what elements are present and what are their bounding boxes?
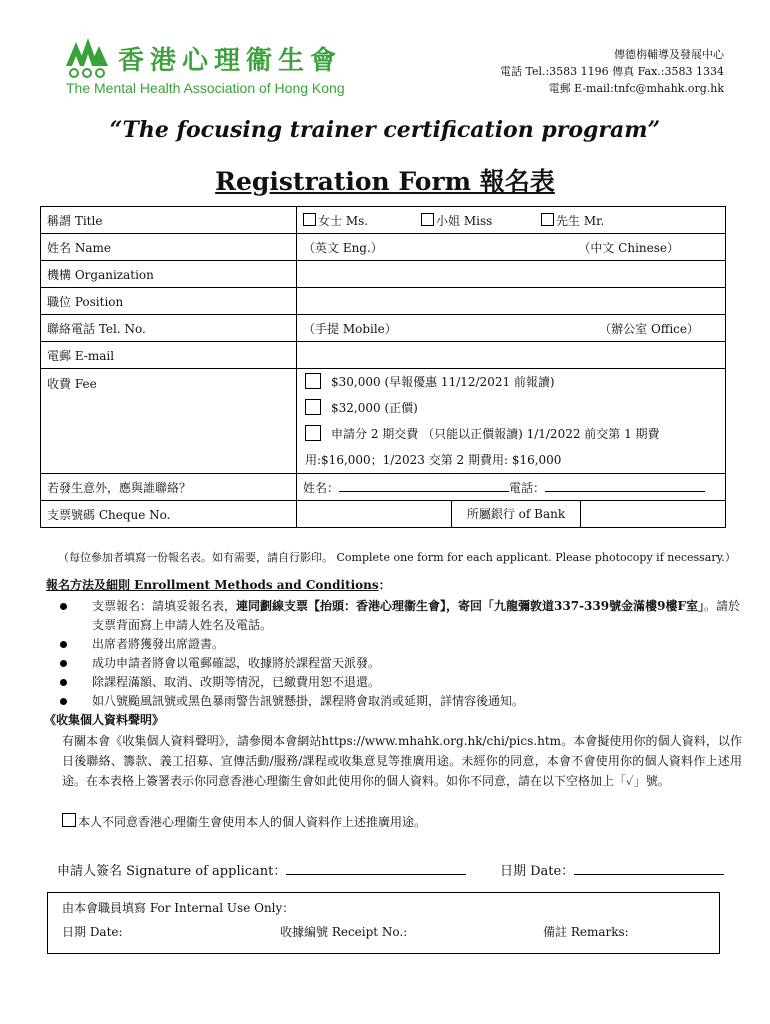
internal-receipt: 收據編號 Receipt No.: (280, 925, 408, 939)
internal-remarks: 備註 Remarks: (543, 925, 629, 939)
date-row (500, 860, 724, 879)
email-field[interactable] (297, 342, 726, 369)
date-label: 日期 Date： (500, 864, 575, 879)
tel-office-hint: （辦公室 Office） (599, 321, 699, 336)
signature-label: 申請人簽名 Signature of applicant： (57, 864, 287, 879)
emergency-name-label: 姓名： (303, 480, 340, 495)
registration-table (40, 206, 726, 528)
enroll-b1-bold: 連同劃線支票【抬頭：香港心理衞生會】，寄回「九龍彌敦道337-339號金滿樓9樓F室」 (236, 599, 704, 613)
disagree-row (62, 813, 426, 830)
date-field[interactable] (574, 862, 724, 875)
miss-checkbox[interactable] (421, 213, 434, 226)
program-title: “The focusing trainer certification program” (109, 117, 661, 143)
mr-checkbox[interactable] (541, 213, 554, 226)
tel-label: 聯絡電話 Tel. No. (41, 315, 297, 342)
bullet-icon (60, 641, 67, 648)
enroll-b1-prefix: 支票報名：請填妥報名表， (92, 599, 237, 613)
enroll-b3: 成功申請者將會以電郵確認，收據將於課程當天派發。 (92, 656, 381, 670)
internal-use-title: 由本會職員填寫 For Internal Use Only： (62, 901, 295, 915)
org-logo (64, 36, 374, 98)
privacy-title: 《收集個人資料聲明》 (44, 713, 165, 727)
name-eng-hint: （英文 Eng.） (303, 240, 383, 255)
table-row (41, 315, 726, 342)
cheque-number-field[interactable] (297, 501, 452, 527)
enrollment-title (46, 576, 391, 593)
table-row (41, 501, 726, 528)
tel-mobile-hint: （手提 Mobile） (303, 321, 397, 336)
photocopy-note: （每位參加者填寫一份報名表。如有需要，請自行影印。 Complete one form for each applicant. Please photocopy if necessary.） (58, 551, 736, 564)
signature-row (57, 860, 466, 879)
disagree-text: 本人不同意香港心理衞生會使用本人的個人資料作上述推廣用途。 (78, 815, 427, 829)
org-name-chinese: 香港心理衞生會 (118, 46, 343, 76)
emergency-phone-label: 電話： (509, 480, 546, 495)
list-item (60, 692, 750, 711)
position-field[interactable] (297, 288, 726, 315)
fee-early: $30,000 (早報優惠 11/12/2021 前報讀) (331, 375, 555, 389)
cheque-row (297, 501, 726, 528)
department-name: 傳德栴輔導及發展中心 (614, 48, 724, 61)
organization-field[interactable] (297, 261, 726, 288)
title-ms: 女士 Ms. (318, 213, 369, 228)
association-logo-icon (64, 36, 110, 80)
title-label: 稱謂 Title (41, 207, 297, 234)
fee-installment-checkbox[interactable] (305, 425, 321, 441)
fee-installment: 申請分 2 期交費 （只能以正價報讀) 1/1/2022 前交第 1 期費 (331, 427, 660, 441)
tel-field[interactable] (297, 315, 726, 342)
title-options (297, 207, 726, 234)
ms-checkbox[interactable] (303, 213, 316, 226)
disagree-checkbox[interactable] (62, 813, 76, 827)
bullet-icon (60, 603, 67, 610)
name-label: 姓名 Name (41, 234, 297, 261)
name-field[interactable] (297, 234, 726, 261)
fee-regular: $32,000 (正價) (331, 401, 418, 415)
internal-date: 日期 Date: (62, 925, 123, 939)
enrollment-list (60, 597, 750, 711)
privacy-text: 有關本會《收集個人資料聲明》，請參閱本會網站https://www.mhahk.org.hk/chi/pics.htm。本會擬使用你的個人資料，以作日後聯絡、籌款、義工招募、宣傳活動/服務/課程或收集意見等推廣用途。未經你的同意，本會不會使用你的個人資料作上述用途。在本表格上簽署表示你同意香港心理衞生會如此使用你的個人資料。如你不同意，請在以下空格加上「✓」號。 (62, 734, 742, 788)
org-name-english: The Mental Health Association of Hong Kong (66, 80, 345, 96)
internal-use-box (47, 892, 720, 954)
enroll-b4: 除課程滿額、取消、改期等情況，已繳費用恕不退還。 (92, 675, 381, 689)
table-row (41, 288, 726, 315)
contact-email: 電郵 E-mail:tnfc@mhahk.org.hk (548, 82, 724, 95)
tel-fax: 電話 Tel.:3583 1196 傳真 Fax.:3583 1334 (499, 65, 724, 78)
list-item (60, 654, 750, 673)
fee-early-checkbox[interactable] (305, 373, 321, 389)
enroll-b1-suffix: 。請於支票背面寫上申請人姓名及電話。 (92, 599, 740, 632)
position-label: 職位 Position (41, 288, 297, 315)
bullet-icon (60, 660, 67, 667)
fee-installment-cont: 用:$16,000；1/2023 交第 2 期費用: $16,000 (305, 453, 562, 467)
list-item (60, 635, 750, 654)
enroll-b2: 出席者將獲發出席證書。 (92, 637, 225, 651)
contact-block (500, 46, 724, 97)
fee-options (297, 369, 726, 474)
bank-field[interactable] (581, 501, 725, 527)
form-title (0, 162, 770, 198)
form-title-text: Registration Form 報名表 (215, 167, 555, 196)
fee-label: 收費 Fee (41, 369, 297, 474)
table-row (41, 234, 726, 261)
bullet-icon (60, 698, 67, 705)
title-miss: 小姐 Miss (436, 213, 493, 228)
table-row (41, 261, 726, 288)
emergency-label: 若發生意外，應與誰聯絡？ (41, 474, 297, 501)
enrollment-title-text: 報名方法及細則 Enrollment Methods and Conditions (46, 578, 379, 592)
table-row (41, 207, 726, 234)
title-mr: 先生 Mr. (556, 213, 605, 228)
bullet-icon (60, 679, 67, 686)
enroll-b5: 如八號颱風訊號或黑色暴雨警告訊號懸掛，課程將會取消或延期，詳情容後通知。 (92, 694, 525, 708)
enrollment-title-colon: ： (378, 578, 391, 592)
fee-regular-checkbox[interactable] (305, 399, 321, 415)
organization-label: 機構 Organization (41, 261, 297, 288)
email-label: 電郵 E-mail (41, 342, 297, 369)
emergency-field[interactable] (297, 474, 726, 501)
table-row (41, 474, 726, 501)
signature-field[interactable] (286, 862, 466, 875)
bank-label: 所屬銀行 of Bank (452, 501, 581, 527)
name-chi-hint: （中文 Chinese） (578, 240, 679, 255)
list-item (60, 673, 750, 692)
table-row (41, 342, 726, 369)
list-item (60, 597, 750, 635)
table-row (41, 369, 726, 474)
cheque-label: 支票號碼 Cheque No. (41, 501, 297, 528)
